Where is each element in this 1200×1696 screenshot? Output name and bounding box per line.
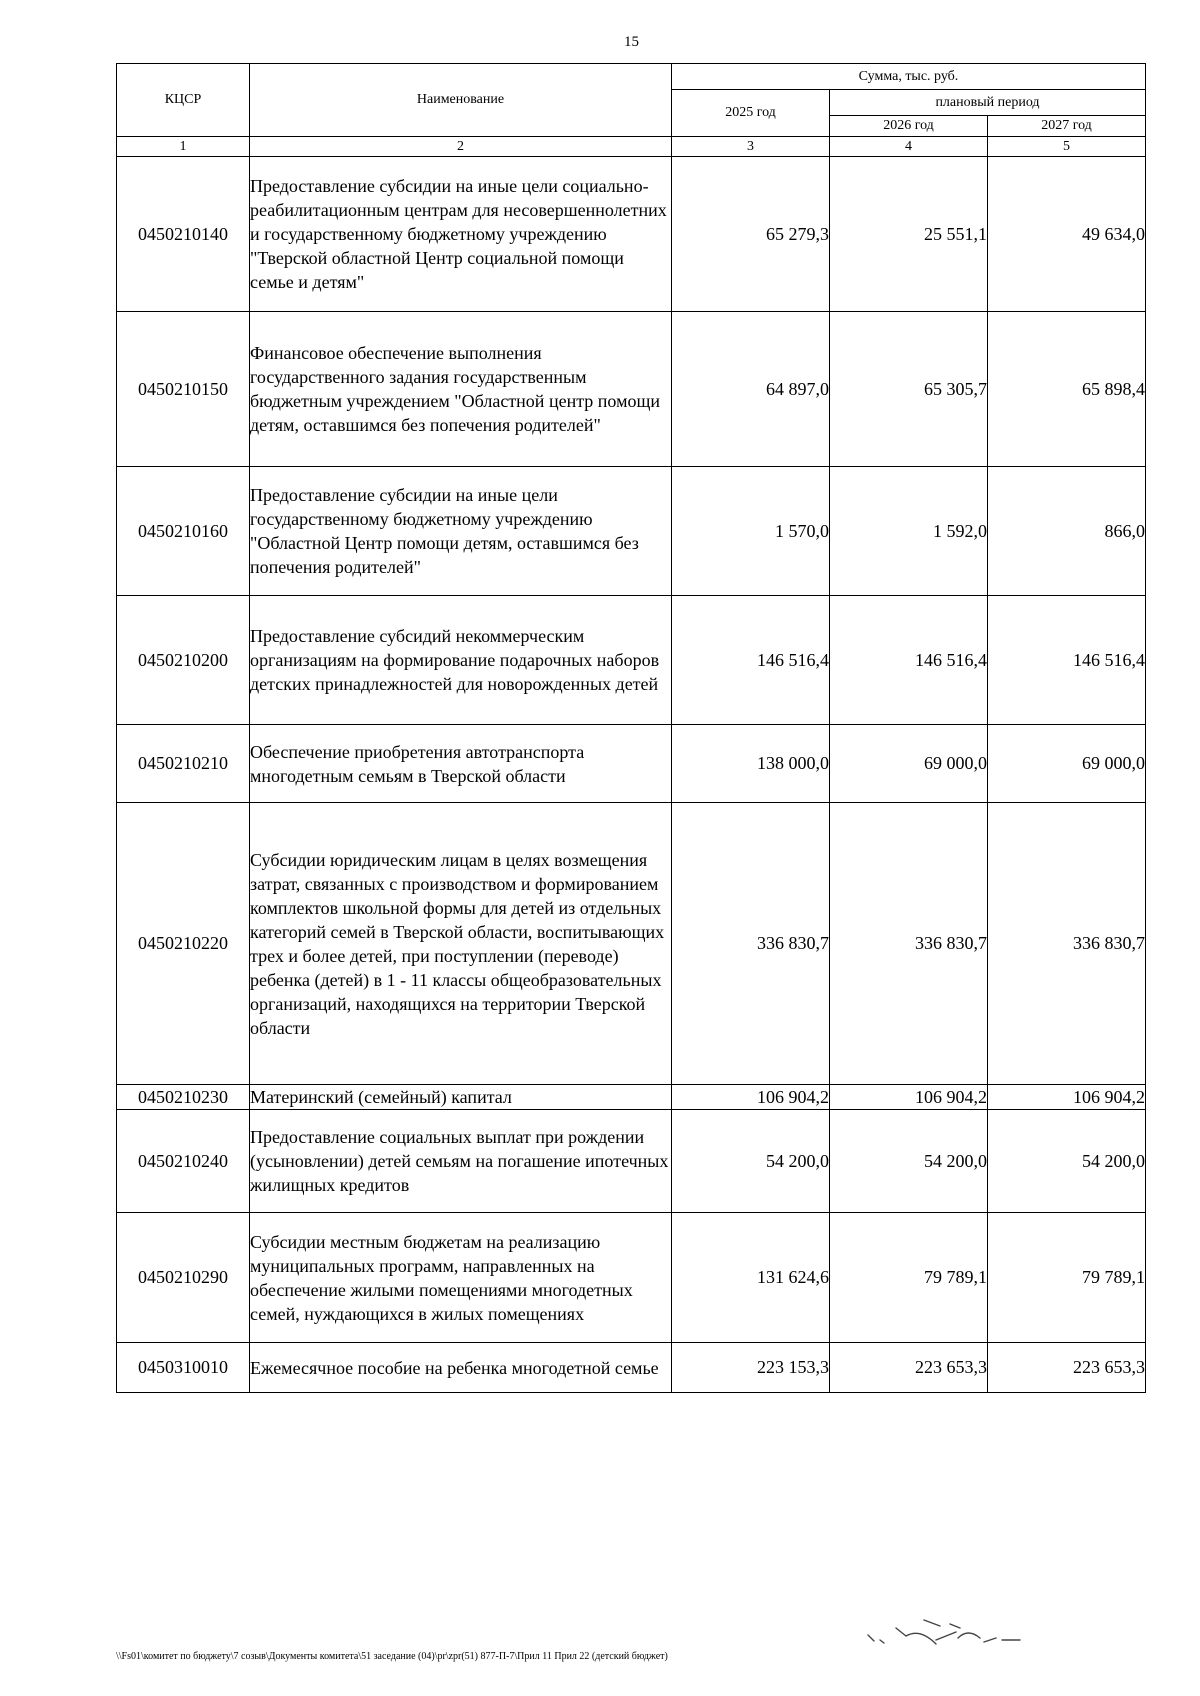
table-row: [117, 596, 1146, 725]
row-value-2026: 65 305,7: [830, 312, 988, 467]
column-number: 2: [250, 137, 672, 157]
column-numbers-row: [117, 137, 1146, 157]
row-value-2027: 223 653,3: [988, 1343, 1146, 1393]
budget-table: [116, 63, 1146, 1393]
row-value-2025: 106 904,2: [672, 1085, 830, 1110]
row-value-2027: 79 789,1: [988, 1213, 1146, 1343]
row-value-2027: 146 516,4: [988, 596, 1146, 725]
row-value-2025: 65 279,3: [672, 157, 830, 312]
row-value-2026: 146 516,4: [830, 596, 988, 725]
column-number: 4: [830, 137, 988, 157]
table-row: [117, 725, 1146, 803]
header-planned-period: плановый период: [830, 90, 1146, 116]
header-year-2026: 2026 год: [830, 116, 988, 137]
table-row: [117, 1213, 1146, 1343]
row-code: 0450210240: [117, 1110, 250, 1213]
row-code: 0450210160: [117, 467, 250, 596]
row-name: Ежемесячное пособие на ребенка многодетной семье: [250, 1343, 672, 1393]
row-name: Предоставление социальных выплат при рождении (усыновлении) детей семьям на погашение ипотечных жилищных кредитов: [250, 1110, 672, 1213]
row-value-2027: 65 898,4: [988, 312, 1146, 467]
row-value-2025: 336 830,7: [672, 803, 830, 1085]
table-row: [117, 1343, 1146, 1393]
row-value-2026: 106 904,2: [830, 1085, 988, 1110]
header-code: КЦСР: [117, 64, 250, 137]
row-value-2025: 64 897,0: [672, 312, 830, 467]
table-row: [117, 312, 1146, 467]
table-row: [117, 803, 1146, 1085]
row-name: Предоставление субсидии на иные цели государственному бюджетному учреждению "Областной Центр помощи детям, оставшимся без попечения родителей": [250, 467, 672, 596]
column-number: 3: [672, 137, 830, 157]
row-code: 0450210290: [117, 1213, 250, 1343]
row-value-2026: 79 789,1: [830, 1213, 988, 1343]
header-year-2027: 2027 год: [988, 116, 1146, 137]
row-value-2027: 106 904,2: [988, 1085, 1146, 1110]
table-row: [117, 1110, 1146, 1213]
row-value-2025: 1 570,0: [672, 467, 830, 596]
row-code: 0450210150: [117, 312, 250, 467]
header-year-2025: 2025 год: [672, 90, 830, 137]
row-value-2026: 1 592,0: [830, 467, 988, 596]
row-value-2025: 146 516,4: [672, 596, 830, 725]
row-value-2025: 138 000,0: [672, 725, 830, 803]
row-value-2026: 25 551,1: [830, 157, 988, 312]
page-number: 15: [624, 34, 639, 50]
row-value-2025: 131 624,6: [672, 1213, 830, 1343]
row-value-2027: 69 000,0: [988, 725, 1146, 803]
row-value-2027: 54 200,0: [988, 1110, 1146, 1213]
row-name: Субсидии местным бюджетам на реализацию муниципальных программ, направленных на обеспечение жилыми помещениями многодетных семей, нуждающихся в жилых помещениях: [250, 1213, 672, 1343]
row-code: 0450210230: [117, 1085, 250, 1110]
row-value-2026: 223 653,3: [830, 1343, 988, 1393]
row-value-2027: 866,0: [988, 467, 1146, 596]
row-value-2026: 336 830,7: [830, 803, 988, 1085]
row-code: 0450210210: [117, 725, 250, 803]
row-value-2025: 54 200,0: [672, 1110, 830, 1213]
column-number: 1: [117, 137, 250, 157]
row-value-2025: 223 153,3: [672, 1343, 830, 1393]
signature-mark: [866, 1600, 1056, 1660]
row-name: Субсидии юридическим лицам в целях возмещения затрат, связанных с производством и формированием комплектов школьной формы для детей из отдельных категорий семей в Тверской области, воспитывающих трех и более детей, при поступлении (переводе) ребенка (детей) в 1 - 11 классы общеобразовательных организаций, находящихся на территории Тверской области: [250, 803, 672, 1085]
header-name: Наименование: [250, 64, 672, 137]
row-name: Предоставление субсидий некоммерческим организациям на формирование подарочных наборов детских принадлежностей для новорожденных детей: [250, 596, 672, 725]
row-code: 0450210200: [117, 596, 250, 725]
row-name: Обеспечение приобретения автотранспорта многодетным семьям в Тверской области: [250, 725, 672, 803]
table-row: [117, 157, 1146, 312]
row-value-2026: 54 200,0: [830, 1110, 988, 1213]
row-code: 0450210140: [117, 157, 250, 312]
row-value-2027: 49 634,0: [988, 157, 1146, 312]
row-code: 0450210220: [117, 803, 250, 1085]
row-code: 0450310010: [117, 1343, 250, 1393]
table-row: [117, 467, 1146, 596]
column-number: 5: [988, 137, 1146, 157]
row-name: Финансовое обеспечение выполнения государственного задания государственным бюджетным учреждением "Областной центр помощи детям, оставшимся без попечения родителей": [250, 312, 672, 467]
table-header: [117, 64, 1146, 157]
row-value-2027: 336 830,7: [988, 803, 1146, 1085]
footer-file-path: \\Fs01\комитет по бюджету\7 созыв\Документы комитета\51 заседание (04)\pr\zpr(51) 877-П-7\Прил 11 Прил 22 (детский бюджет): [116, 1651, 668, 1662]
row-name: Предоставление субсидии на иные цели социально-реабилитационным центрам для несовершеннолетних и государственному бюджетному учреждению "Тверской областной Центр социальной помощи семье и детям": [250, 157, 672, 312]
table-row: [117, 1085, 1146, 1110]
header-sum: Сумма, тыс. руб.: [672, 64, 1146, 90]
row-name: Материнский (семейный) капитал: [250, 1085, 672, 1110]
row-value-2026: 69 000,0: [830, 725, 988, 803]
